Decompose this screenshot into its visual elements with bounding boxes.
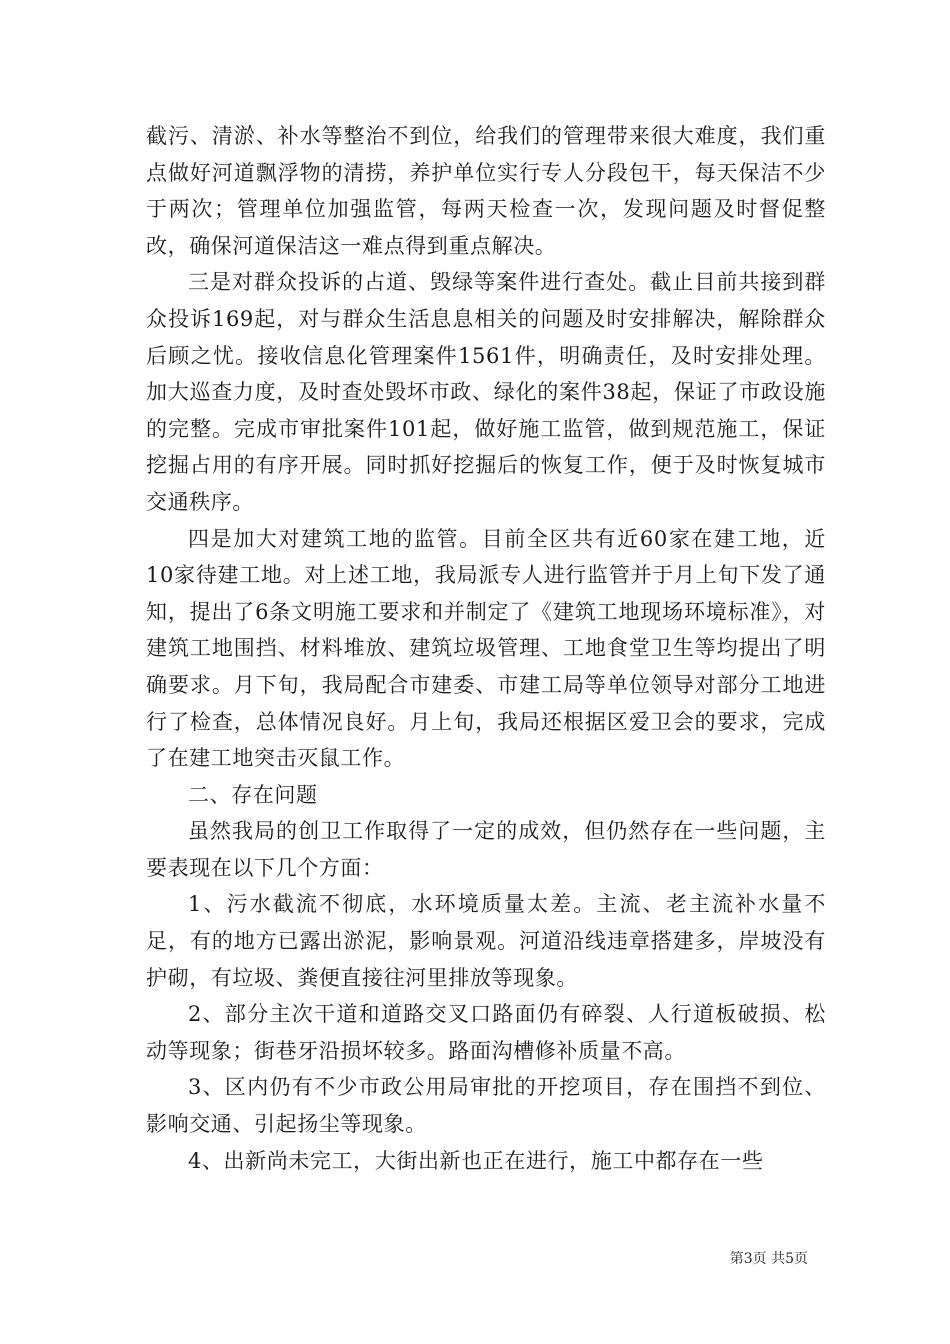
paragraph-8: 3、区内仍有不少市政公用局审批的开挖项目，存在围挡不到位、影响交通、引起扬尘等现象。: [146, 1075, 826, 1137]
paragraph-1: 截污、清淤、补水等整治不到位，给我们的管理带来很大难度，我们重点做好河道飘浮物的清捞，养护单位实行专人分段包干，每天保洁不少于两次；管理单位加强监管，每两天检查一次，发现问题及时督促整改，确保河道保洁这一难点得到重点解决。: [146, 124, 826, 258]
section-heading: 二、存在问题: [188, 782, 318, 807]
page-body: [146, 118, 826, 1179]
page-number-footer: 第3页 共5页: [729, 1251, 808, 1267]
paragraph-5: 虽然我局的创卫工作取得了一定的成效，但仍然存在一些问题，主要表现在以下几个方面：: [146, 819, 826, 880]
paragraph-2: 三是对群众投诉的占道、毁绿等案件进行查处。截止目前共接到群众投诉169起，对与群众生活息息相关的问题及时安排解决，解除群众后顾之忧。接收信息化管理案件1561件，明确责任，及时安排处理。加大巡查力度，及时查处毁坏市政、绿化的案件38起，保证了市政设施的完整。完成市审批案件101起，做好施工监管，做到规范施工，保证挖掘占用的有序开展。同时抓好挖掘后的恢复工作，便于及时恢复城市交通秩序。: [146, 270, 826, 514]
paragraph-6: 1、污水截流不彻底，水环境质量太差。主流、老主流补水量不足，有的地方已露出淤泥，影响景观。河道沿线违章搭建多，岸坡没有护砌，有垃圾、粪便直接往河里排放等现象。: [146, 892, 826, 990]
paragraph-3: 四是加大对建筑工地的监管。目前全区共有近60家在建工地，近10家待建工地。对上述工地，我局派专人进行监管并于月上旬下发了通知，提出了6条文明施工要求和并制定了《建筑工地现场环境标准》，对建筑工地围挡、材料堆放、建筑垃圾管理、工地食堂卫生等均提出了明确要求。月下旬，我局配合市建委、市建工局等单位领导对部分工地进行了检查，总体情况良好。月上旬，我局还根据区爱卫会的要求，完成了在建工地突击灭鼠工作。: [146, 526, 826, 771]
paragraph-7: 2、部分主次干道和道路交叉口路面仍有碎裂、人行道板破损、松动等现象；街巷牙沿损坏较多。路面沟槽修补质量不高。: [146, 1002, 826, 1063]
paragraph-9: 4、出新尚未完工，大街出新也正在进行，施工中都存在一些: [188, 1148, 764, 1173]
